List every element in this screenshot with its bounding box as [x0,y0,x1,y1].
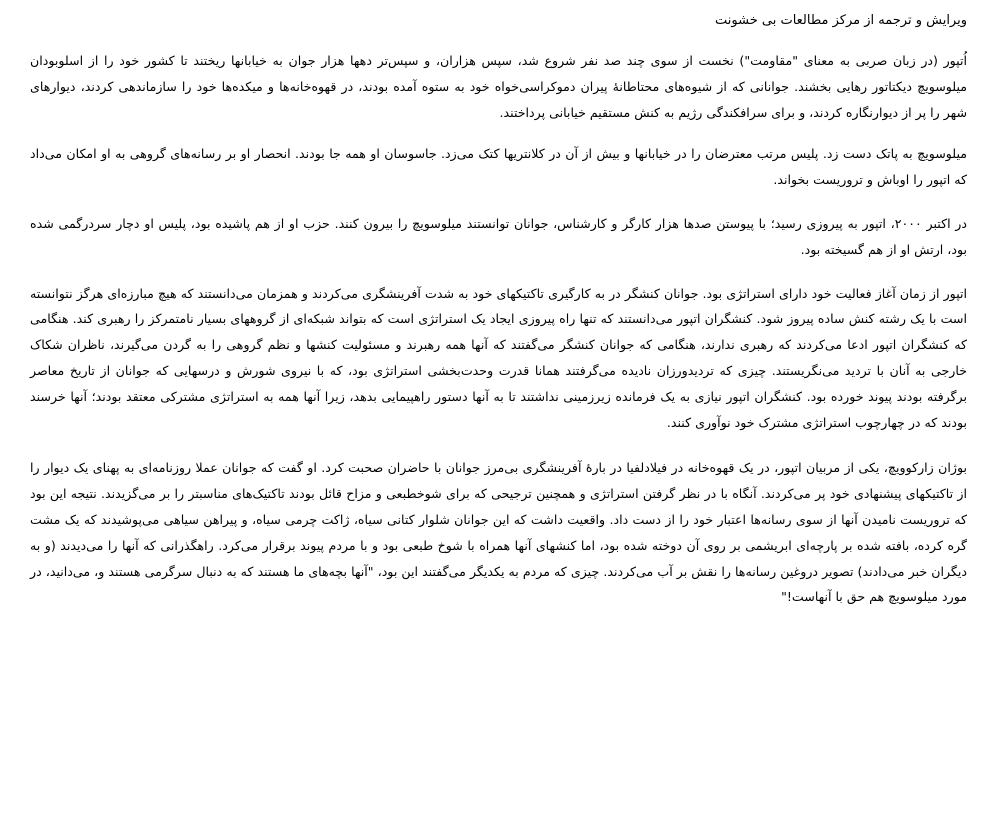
paragraph-otpor-origins: اُتپور (در زبان صربی به معنای "مقاومت") نخست از سوی چند صد نفر شروع شد، سپس هزاران، و سپس‌تر دهها هزار جوان به خیابانها ریختند تا کشور خود را از اسلوبودان میلوسویچ دیکتاتور رهایی بخشند. جوانانی که از شیوه‌های محتاطانهٔ پیران دموکراسی‌خواه خود به ستوه آمده بودند، در قهوه‌خانه‌ها و میکده‌ها خود را سازماندهی کردند، دیوارهای شهر را پر از دیوارنگاره کردند، و برای سرافکندگی رژیم به کنش مستقیم خیابانی پرداختند. [30,53,967,120]
paragraph-milosevic-response: میلوسویچ به پاتک دست زد. پلیس مرتب معترضان را در خیابانها و بیش از آن در کلانتریها کتک می‌زد. جاسوسان او همه جا بودند. انحصار او بر رسانه‌های گروهی به او امکان می‌داد که اتپور را اوباش و تروریست بخواند. [30,146,967,188]
paragraph-october-2000-victory: در اکتبر ۲۰۰۰، اتپور به پیروزی رسید؛ با پیوستن صدها هزار کارگر و کارشناس، جوانان توانستند میلوسویچ را بیرون کنند. حزب او از هم پاشیده بود، پلیس او دچار سردرگمی شده بود، ارتش او از هم گسیخته بود. [30,215,967,257]
document-page [30,12,967,628]
document-heading: ویرایش و ترجمه از مرکز مطالعات بی خشونت [715,13,967,28]
paragraph-bojan-zarkovic: بوژان زارکوویچ، یکی از مربیان اتپور، در یک قهوه‌خانه در فیلادلفیا در بارهٔ آفرینشگری بی‌مرز جوانان با حاضران صحبت کرد. او گفت که جوانان عملا روزنامه‌ای به پهنای یک دیوار را از تاکتیکهای پیشنهادی خود پر می‌کردند. آنگاه با در نظر گرفتن استراتژی و همچنین ترجیحی که برای شوخطبعی و مزاح قائل بودند تاکتیک‌های مناسبتر را بر می‌گزیدند. نتیجه این بود که تروریست نامیدن آنها از سوی رسانه‌ها اعتبار خود را از دست داد. واقعیت داشت که این جوانان شلوار کتانی سیاه، ژاکت چرمی سیاه، و پیراهن سیاهی می‌پوشیدند که یک مشت گره کرده، بافته شده بر پارچه‌ای ابریشمی بر روی آن دوخته شده بود، اما کنشهای آنها همراه با شوخ طبعی بود و با مردم پیوند برقرار می‌کرد. راهگذرانی که آنها را می‌دیدند (و به دیگران خبر می‌دادند) تصویر دروغین رسانه‌ها را نقش بر آب می‌کردند. چیزی که مردم به یکدیگر می‌گفتند این بود، "آنها بچه‌های ما هستند که به دنبال سرگرمی هستند و، می‌دانید، در مورد میلوسویچ هم حق با آنهاست!" [30,460,967,605]
paragraph-otpor-strategy: اتپور از زمان آغاز فعالیت خود دارای استراتژی بود. جوانان کنشگر در به کارگیری تاکتیکهای خود به شدت آفرینشگری می‌کردند و همزمان می‌دانستند که هیچ مبارزه‌ای هرگز نتوانسته است با یک رشته کنش ساده پیروز شود. کنشگران اتپور می‌دانستند که تنها راه پیروزی ایجاد یک استراتژی است که بتواند شبکه‌ای از گروههای بسیار نامتمرکز را رهبری کند. هنگامی که کنشگران اتپور ادعا می‌کردند که رهبری ندارند، هنگامی که جوانان کنشگر می‌گفتند که آنها همه رهبرند و مسئولیت کنشها و نظم گروهی را به گردن می‌گیرند، ناظران شکاک خارجی به آنان با تردید می‌نگریستند. چیزی که تردیدورزان نادیده می‌گرفتند همانا قدرت وحدت‌بخشی استراتژی بود، که با نیروی شورش و درسهایی که جوانان از تاریخ معاصر برگرفته بودند پیوند خورده بود. کنشگران اتپور نیازی به یک فرمانده زیرزمینی نداشتند تا به آنها دستور راهپیمایی بدهد، زیرا آنها همه به استراتژی مشترکی معتقد بودند؛ آنها خرسند بودند که در چهارچوب استراتژی مشترک خود نوآوری کنند. [30,285,967,430]
